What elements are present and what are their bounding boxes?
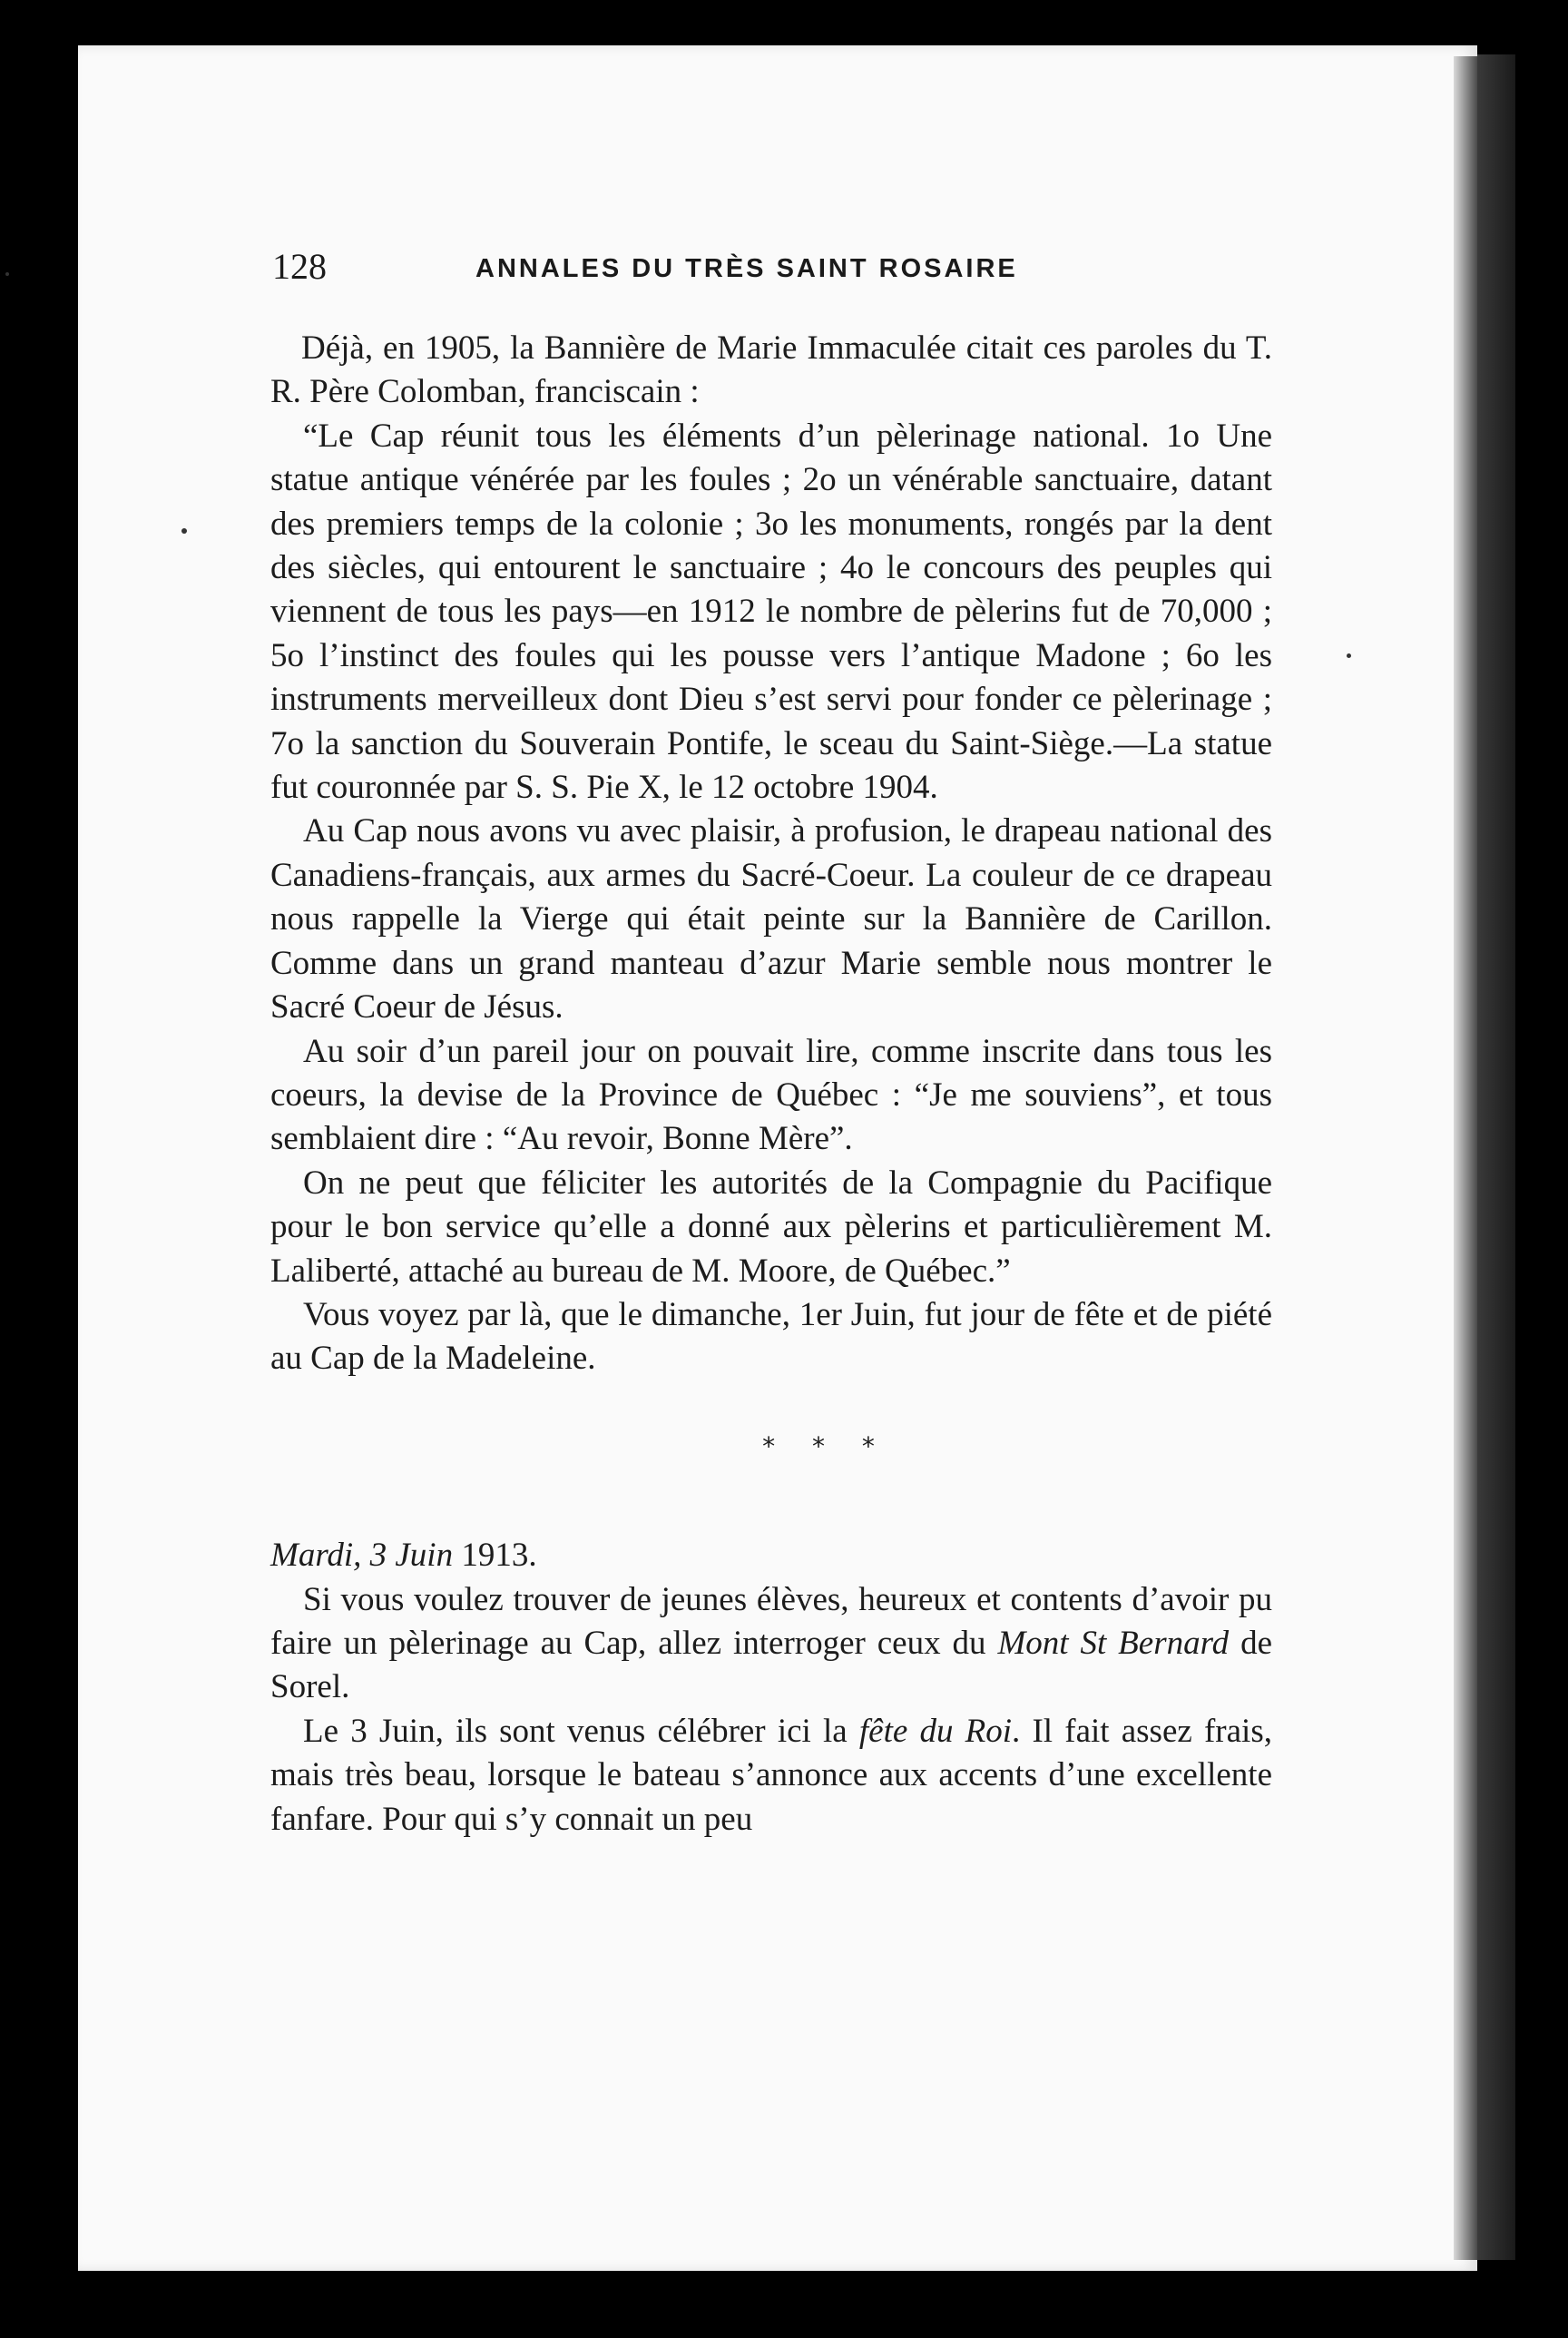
page-number: 128 [272, 246, 327, 287]
section-separator: * * * [762, 1430, 889, 1461]
paragraph: On ne peut que féliciter les autorités de la Compagnie du Pacifique pour le bon service qu’elle a donné aux pèlerins et particulièrement M. Laliberté, attaché au bureau de M. Moore, de Québec.” [270, 1164, 1272, 1290]
feast-name: fête du Roi [858, 1712, 1013, 1750]
paragraph: Déjà, en 1905, la Bannière de Marie Immaculée citait ces paroles du T. R. Père Colomban, franciscain : [270, 329, 1272, 411]
paragraph: Au soir d’un pareil jour on pouvait lire, comme inscrite dans tous les coeurs, la devise de la Province de Québec : “Je me souviens”, et tous semblaient dire : “Au revoir, Bonne Mère”. [270, 1032, 1272, 1158]
school-name: Mont St Bernard [997, 1624, 1230, 1662]
dateline-year: 1913. [453, 1537, 537, 1575]
dateline-day: Mardi, 3 Juin [270, 1537, 454, 1575]
running-title: ANNALES DU TRÈS SAINT ROSAIRE [475, 254, 1018, 283]
dateline [270, 1534, 1272, 1577]
paragraph: Au Cap nous avons vu avec plaisir, à profusion, le drapeau national des Canadiens-français, aux armes du Sacré-Coeur. La couleur de ce drapeau nous rappelle la Vierge qui était peinte sur la Bannière de Carillon. Comme dans un grand manteau d’azur Marie semble nous montrer le Sacré Coeur de Jésus. [270, 812, 1272, 1027]
page-header [272, 241, 1270, 292]
paragraph-text: de Sorel. [270, 1624, 1272, 1706]
scan-speck [1347, 653, 1351, 658]
paragraph-text: . Il fait assez frais, mais très beau, lorsque le bateau s’annonce aux accents d’une excellente fanfare. Pour qui s’y connait un peu [270, 1712, 1272, 1838]
paragraph-text: Le 3 Juin, ils sont venus célébrer ici la [303, 1712, 859, 1750]
body-text [270, 327, 1272, 1842]
paragraph [270, 1710, 1272, 1842]
page-gutter-shadow [1454, 56, 1477, 2260]
scan-speck [181, 528, 187, 534]
book-edge [1477, 54, 1515, 2260]
scan-speck [5, 272, 9, 276]
paragraph: “Le Cap réunit tous les éléments d’un pèlerinage national. 1o Une statue antique vénérée par les foules ; 2o un vénérable sanctuaire, datant des premiers temps de la colonie ; 3o les monuments, rongés par la dent des siècles, qui entourent le sanctuaire ; 4o le concours des peuples qui viennent de tous les pays—en 1912 le nombre de pèlerins fut de 70,000 ; 5o l’instinct des foules qui les pousse vers l’antique Madone ; 6o les instruments merveilleux dont Dieu s’est servi pour fonder ce pèlerinage ; 7o la sanction du Souverain Pontife, le sceau du Saint-Siège.—La statue fut couronnée par S. S. Pie X, le 12 octobre 1904. [270, 417, 1272, 807]
paragraph-text: Si vous voulez trouver de jeunes élèves, heureux et contents d’avoir pu faire un pèlerinage au Cap, allez interroger ceux du [270, 1580, 1272, 1662]
paragraph [270, 1578, 1272, 1710]
paragraph: Vous voyez par là, que le dimanche, 1er Juin, fut jour de fête et de piété au Cap de la Madeleine. [270, 1295, 1272, 1378]
